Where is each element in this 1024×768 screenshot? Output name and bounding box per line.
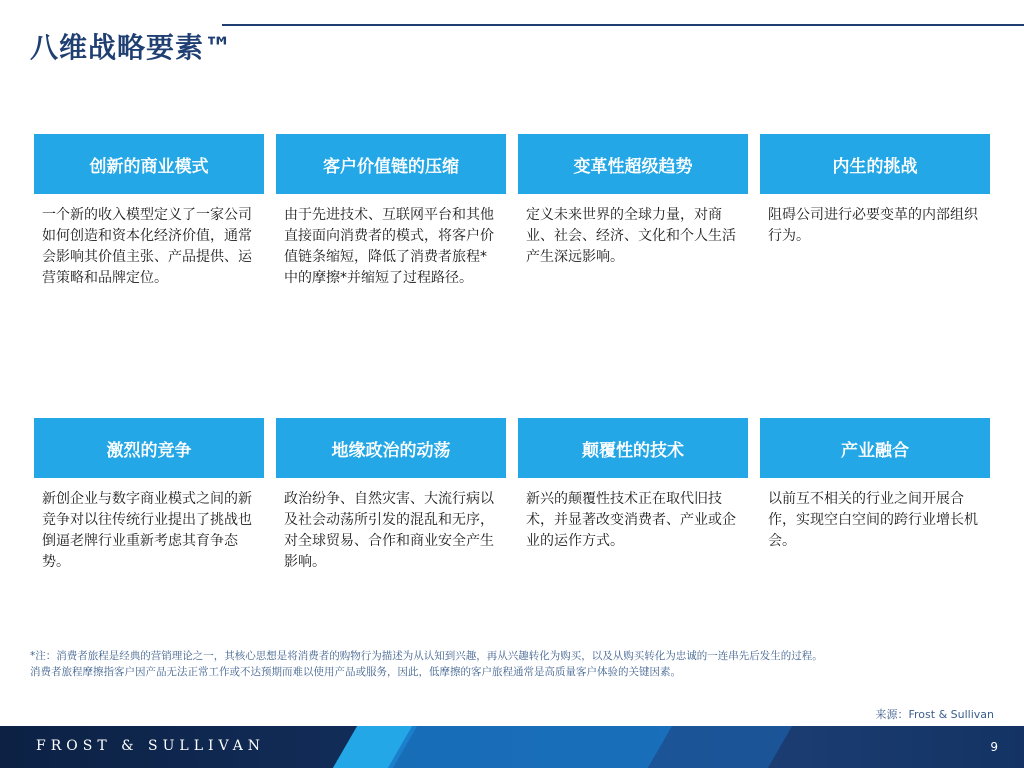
frost-sullivan-logo: FROST & SULLIVAN bbox=[36, 738, 266, 754]
card-text: 定义未来世界的全球力量，对商业、社会、经济、文化和个人生活产生深远影响。 bbox=[526, 207, 736, 265]
page-number: 9 bbox=[990, 740, 998, 754]
card-text: 一个新的收入模型定义了一家公司如何创造和资本化经济价值，通常会影响其价值主张、产品提供、运营策略和品牌定位。 bbox=[42, 207, 252, 286]
card-heading: 变革性超级趋势 bbox=[518, 134, 748, 194]
card-heading: 地缘政治的动荡 bbox=[276, 418, 506, 478]
card-text: 阻碍公司进行必要变革的内部组织行为。 bbox=[768, 207, 978, 244]
footer-stripe bbox=[648, 726, 792, 768]
card-heading: 激烈的竞争 bbox=[34, 418, 264, 478]
card-innovative-business-model bbox=[34, 134, 264, 289]
card-heading: 颠覆性的技术 bbox=[518, 418, 748, 478]
footnote-line-1: *注：消费者旅程是经典的营销理论之一，其核心思想是将消费者的购物行为描述为从认知到兴趣，再从兴趣转化为购买，以及从购买转化为忠诚的一连串先后发生的过程。 bbox=[30, 650, 823, 662]
top-divider bbox=[222, 24, 1024, 26]
footer-stripe bbox=[388, 726, 672, 768]
card-text: 由于先进技术、互联网平台和其他直接面向消费者的模式，将客户价值链条缩短，降低了消费者旅程*中的摩擦*并缩短了过程路径。 bbox=[284, 207, 494, 286]
card-geopolitical-chaos bbox=[276, 418, 506, 573]
card-disruptive-technologies bbox=[518, 418, 748, 552]
source-text: 来源：Frost & Sullivan bbox=[875, 708, 994, 721]
card-transformative-megatrends bbox=[518, 134, 748, 268]
footnote bbox=[30, 648, 1010, 680]
footnote-line-2: 消费者旅程摩擦指客户因产品无法正常工作或不达预期而难以使用产品或服务，因此，低摩擦的客户旅程通常是高质量客户体验的关键因素。 bbox=[30, 666, 681, 678]
card-heading: 客户价值链的压缩 bbox=[276, 134, 506, 194]
card-value-chain-compression bbox=[276, 134, 506, 289]
card-text: 新创企业与数字商业模式之间的新竞争对以往传统行业提出了挑战也倒逼老牌行业重新考虑其育争态势。 bbox=[42, 491, 252, 570]
footer-bar bbox=[0, 726, 1024, 768]
card-text: 政治纷争、自然灾害、大流行病以及社会动荡所引发的混乱和无序，对全球贸易、合作和商业安全产生影响。 bbox=[284, 491, 494, 570]
card-competitive-intensity bbox=[34, 418, 264, 573]
card-heading: 创新的商业模式 bbox=[34, 134, 264, 194]
card-text: 新兴的颠覆性技术正在取代旧技术，并显著改变消费者、产业或企业的运作方式。 bbox=[526, 491, 736, 549]
card-industry-convergence bbox=[760, 418, 990, 552]
card-text: 以前互不相关的行业之间开展合作，实现空白空间的跨行业增长机会。 bbox=[768, 491, 978, 549]
card-heading: 产业融合 bbox=[760, 418, 990, 478]
card-internal-challenges bbox=[760, 134, 990, 247]
page-title: 八维战略要素™ bbox=[30, 31, 234, 64]
card-heading: 内生的挑战 bbox=[760, 134, 990, 194]
